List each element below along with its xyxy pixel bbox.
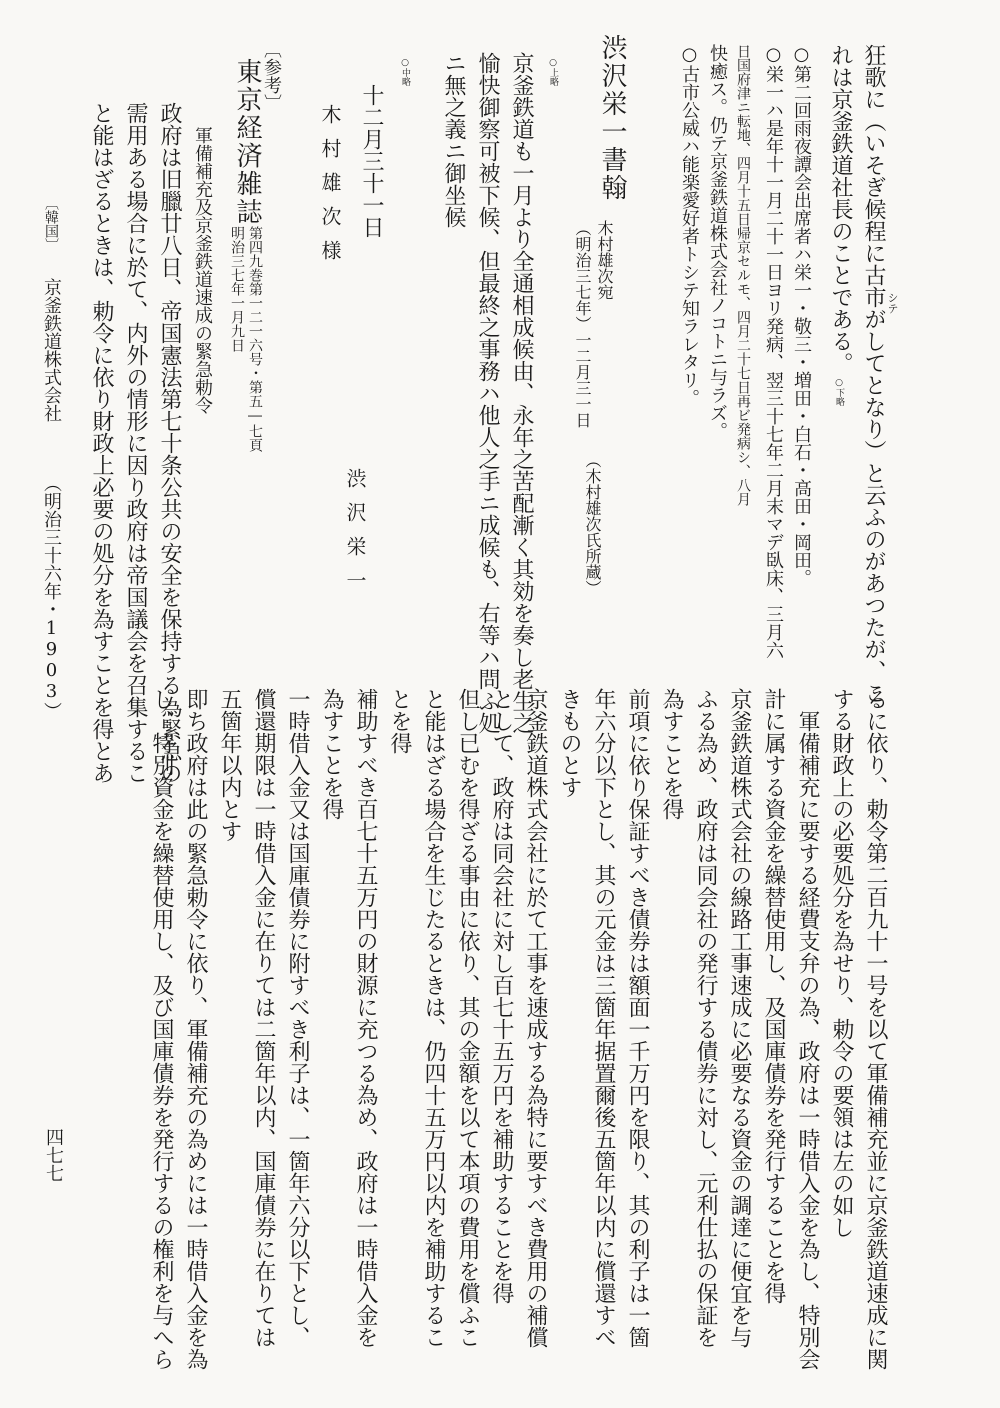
note-line-5: ○古市公威ハ能楽愛好者トシテ知ラレタリ。 — [679, 44, 700, 407]
closing-signature: 渋沢栄一 — [343, 468, 367, 604]
lower-line-7: 為すことを得 — [659, 688, 684, 820]
letter-body-line-2: 愉快御察可被下候、但最終之事務ハ他人之手ニ成候も、右等ハ問ふ処 — [475, 52, 500, 734]
letter-recipient: 木村雄次宛 — [595, 220, 614, 300]
lower-line-10: きものとす — [557, 688, 582, 798]
letter-body-line-3: ニ無之義ニ御坐候 — [441, 52, 466, 228]
lower-line-3: 軍備補充に要する経費支弁の為、政府は一時借入金を為し、特別会 — [795, 710, 820, 1370]
lower-line-16: 補助すべき百七十五万円の財源に充つる為め、政府は一時借入金を — [353, 688, 378, 1348]
note-line-4: 快癒ス。仍テ京釜鉄道株式会社ノコトニ与ラズ。 — [707, 44, 728, 440]
reference-label: 〔参考〕 — [261, 40, 282, 112]
lower-line-12: として、政府は同会社に対し百七十五万円を補助することを得 — [489, 688, 514, 1304]
lower-line-2: する財政上の必要処分を為せり、勅令の要領は左の如し — [829, 688, 854, 1238]
lower-line-17: 為すことを得 — [319, 688, 344, 820]
lower-line-14: と能はざる場合を生じたるときは、仍四十五万円以内を補助するこ — [421, 688, 446, 1348]
lower-line-6: ふる為め、政府は同会社の発行する債券に対し、元利仕払の保証を — [693, 688, 718, 1348]
reference-info-2: 明治三七年一月九日 — [229, 226, 245, 352]
lower-line-4: 計に属する資金を繰替使用し、及国庫債券を発行することを得 — [761, 688, 786, 1304]
lower-line-1: るに依り、勅令第二百九十一号を以て軍備補充並に京釜鉄道速成に関 — [863, 688, 888, 1370]
lower-line-18: 一時借入金又は国庫債券に附すべき利子は、一箇年六分以下とし、 — [285, 688, 310, 1348]
letter-source: （木村雄次氏所蔵） — [583, 452, 602, 596]
lower-line-15: とを得 — [387, 688, 412, 754]
closing-addressee: 木村雄次様 — [318, 104, 342, 274]
article-line-3: と能はざるときは、勅令に依り財政上必要の処分を為すことを得とあ — [89, 102, 114, 784]
letter-body-line-1: 京釜鉄道も一月より全通相成候由、永年之苦配漸く其効を奏し老生之 — [509, 52, 534, 734]
article-heading: 軍備補充及京釜鉄道速成の緊急勅令 — [192, 126, 213, 414]
omission-note-middle: ○中略 — [400, 58, 410, 86]
omission-note-upper: ○上略 — [548, 58, 558, 86]
running-footer-section: 〔韓国〕 — [43, 196, 59, 252]
text-column-2: れは京釜鉄道社長のことである。 — [828, 44, 853, 374]
note-line-1: ○第二回雨夜譚会出席者ハ栄一・敬三・増田・白石・高田・岡田。 — [791, 44, 812, 587]
note-line-2: ○栄一ハ是年十一月二十一日ヨリ発病、翌三十七年二月末マデ臥床、三月六 — [763, 44, 784, 659]
text-column-1: 狂歌に（いそぎ候程に古市がしてとなり）と云ふのがあつたが、こ — [861, 44, 886, 704]
lower-line-20: 五箇年以内とす — [217, 688, 242, 842]
lower-line-22: し、特別資金を繰替使用し、及び国庫債券を発行するの権利を与へら — [149, 688, 174, 1370]
article-line-1: 政府は旧臘廿八日、帝国憲法第七十条公共の安全を保持する為緊急の — [157, 102, 182, 784]
lower-line-8: 前項に依り保証すべき債券は額面一千万円を限り、其の利子は一箇 — [625, 688, 650, 1348]
reference-title: 東京経済雑誌 — [232, 58, 262, 226]
page-number: 四七七 — [43, 1128, 64, 1182]
letter-title: 渋沢栄一書翰 — [597, 34, 627, 202]
ruby-annotation: シテ — [886, 292, 899, 314]
running-footer-years: （明治三十六年・1903） — [41, 474, 62, 720]
lower-line-5: 京釜鉄道株式会社の線路工事速成に必要なる資金の調達に便宜を与 — [727, 688, 752, 1348]
omission-note: ○下略 — [834, 378, 844, 406]
letter-date: （明治三七年）一二月三一日 — [573, 220, 592, 428]
closing-date: 十二月三十一日 — [359, 84, 384, 238]
note-line-3: 日国府津ニ転地、四月十五日帰京セルモ、四月二十七日再ビ発病シ、八月 — [735, 44, 751, 506]
lower-line-19: 償還期限は一時借入金に在りては二箇年以内、国庫債券に在りては — [251, 688, 276, 1348]
running-footer-company: 京釜鉄道株式会社 — [41, 278, 62, 422]
reference-info-1: 第四九巻第一二一六号・第五―七頁 — [247, 226, 263, 452]
lower-line-21: 即ち政府は此の緊急勅令に依り、軍備補充の為めには一時借入金を為 — [183, 688, 208, 1370]
lower-line-11: 京釜鉄道株式会社に於て工事を速成する為特に要すべき費用の補償 — [523, 688, 548, 1348]
article-line-2: 需用ある場合に於て、内外の情形に因り政府は帝国議会を召集するこ — [123, 102, 148, 784]
lower-line-13: 但し已むを得ざる事由に依り、其の金額を以て本項の費用を償ふこ — [455, 688, 480, 1348]
lower-line-9: 年六分以下とし、其の元金は三箇年据置爾後五箇年以内に償還すべ — [591, 688, 616, 1348]
